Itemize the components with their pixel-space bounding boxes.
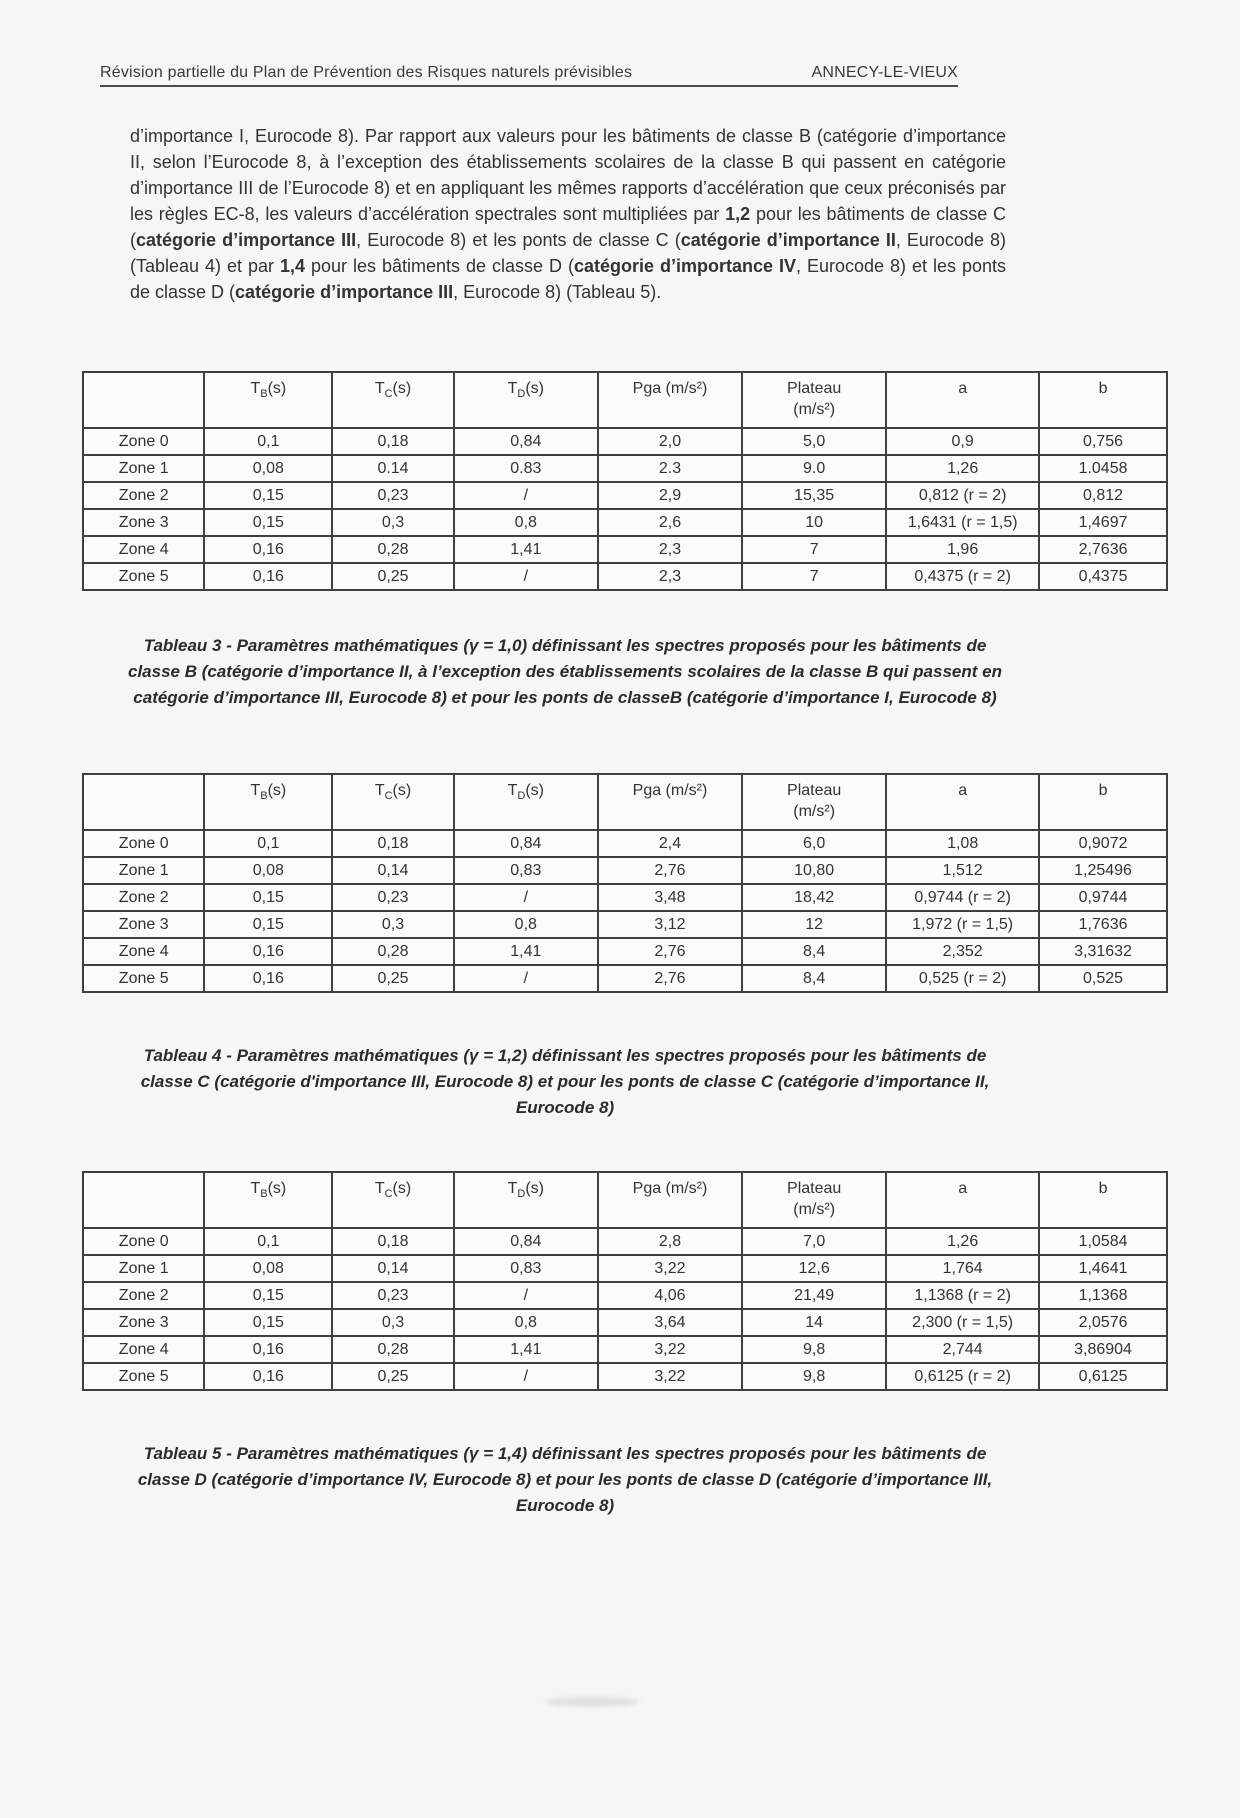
value-cell: / bbox=[454, 482, 598, 509]
zone-label: Zone 3 bbox=[83, 1309, 204, 1336]
value-cell: 12 bbox=[742, 911, 886, 938]
value-cell: 4,06 bbox=[598, 1282, 742, 1309]
value-cell: 0,08 bbox=[204, 1255, 332, 1282]
value-cell: 0,83 bbox=[454, 1255, 598, 1282]
table-row bbox=[83, 857, 1167, 884]
tableau-3-table bbox=[82, 371, 1168, 591]
value-cell: 3,12 bbox=[598, 911, 742, 938]
subscript: C bbox=[384, 790, 393, 803]
value-cell: 3,22 bbox=[598, 1336, 742, 1363]
subscript: D bbox=[517, 790, 526, 803]
text-run: pour les bâtiments de classe D ( bbox=[305, 256, 574, 276]
table-row bbox=[83, 482, 1167, 509]
value-cell: 0,16 bbox=[204, 1363, 332, 1390]
value-cell: 10,80 bbox=[742, 857, 886, 884]
tableau-5-caption: Tableau 5 - Paramètres mathématiques (γ = 1,4) définissant les spectres proposés pour les bâtiments de classe D (catégorie d’importance IV, Eurocode 8) et pour les ponts de classe D (catégorie d’importance III, Eurocode 8) bbox=[137, 1444, 993, 1515]
value-cell: 0,6125 bbox=[1039, 1363, 1167, 1390]
value-cell: 0,16 bbox=[204, 563, 332, 590]
value-cell: 0,25 bbox=[332, 563, 453, 590]
value-cell: 1,41 bbox=[454, 938, 598, 965]
value-cell: 1,4641 bbox=[1039, 1255, 1167, 1282]
zone-label: Zone 5 bbox=[83, 1363, 204, 1390]
zone-label: Zone 1 bbox=[83, 1255, 204, 1282]
value-cell: 1,1368 bbox=[1039, 1282, 1167, 1309]
value-cell: 0,9 bbox=[886, 428, 1039, 455]
value-cell: 0,84 bbox=[454, 428, 598, 455]
value-cell: 3,31632 bbox=[1039, 938, 1167, 965]
value-cell: 10 bbox=[742, 509, 886, 536]
value-cell: 7 bbox=[742, 563, 886, 590]
zone-label: Zone 4 bbox=[83, 536, 204, 563]
value-cell: 0,18 bbox=[332, 428, 453, 455]
column-header bbox=[83, 372, 204, 428]
table-row bbox=[83, 1255, 1167, 1282]
column-header: a bbox=[886, 774, 1039, 830]
value-cell: 0,25 bbox=[332, 1363, 453, 1390]
tableau-4-caption: Tableau 4 - Paramètres mathématiques (γ = 1,2) définissant les spectres proposés pour les bâtiments de classe C (catégorie d'importance III, Eurocode 8) et pour les ponts de classe C (catégorie d’importance II, Eurocode 8) bbox=[140, 1046, 990, 1117]
value-cell: 0.14 bbox=[332, 455, 453, 482]
value-cell: 3,22 bbox=[598, 1255, 742, 1282]
value-cell: 3,64 bbox=[598, 1309, 742, 1336]
value-cell: / bbox=[454, 1282, 598, 1309]
location-label: ANNECY-LE-VIEUX bbox=[811, 64, 958, 81]
table-row bbox=[83, 938, 1167, 965]
value-cell: 1,1368 (r = 2) bbox=[886, 1282, 1039, 1309]
value-cell: 1,96 bbox=[886, 536, 1039, 563]
value-cell: 2,4 bbox=[598, 830, 742, 857]
value-cell: 1,08 bbox=[886, 830, 1039, 857]
subscript: B bbox=[260, 790, 268, 803]
column-header: b bbox=[1039, 774, 1167, 830]
value-cell: 2,8 bbox=[598, 1228, 742, 1255]
value-cell: 0,15 bbox=[204, 509, 332, 536]
value-cell: 7,0 bbox=[742, 1228, 886, 1255]
zone-label: Zone 3 bbox=[83, 911, 204, 938]
value-cell: 2,3 bbox=[598, 536, 742, 563]
value-cell: 1,4697 bbox=[1039, 509, 1167, 536]
value-cell: / bbox=[454, 1363, 598, 1390]
value-cell: / bbox=[454, 563, 598, 590]
value-cell: 8,4 bbox=[742, 938, 886, 965]
value-cell: 8,4 bbox=[742, 965, 886, 992]
column-header: $T_B(s)$ bbox=[204, 774, 332, 830]
column-header: a bbox=[886, 1172, 1039, 1228]
subscript: C bbox=[384, 388, 393, 401]
column-header: b bbox=[1039, 1172, 1167, 1228]
document-title: Révision partielle du Plan de Prévention des Risques naturels prévisibles bbox=[100, 64, 633, 81]
value-cell: 0,756 bbox=[1039, 428, 1167, 455]
zone-label: Zone 1 bbox=[83, 857, 204, 884]
table-row bbox=[83, 1309, 1167, 1336]
column-header: Plateau (m/s²) bbox=[742, 774, 886, 830]
table-row bbox=[83, 1363, 1167, 1390]
value-cell: 1,41 bbox=[454, 536, 598, 563]
value-cell: 0,1 bbox=[204, 830, 332, 857]
value-cell: 2,0 bbox=[598, 428, 742, 455]
table-header-row bbox=[83, 372, 1167, 428]
value-cell: 0,8 bbox=[454, 509, 598, 536]
value-cell: 21,49 bbox=[742, 1282, 886, 1309]
column-header: $T_D(s)$ bbox=[454, 774, 598, 830]
value-cell: 1,0584 bbox=[1039, 1228, 1167, 1255]
value-cell: 0,15 bbox=[204, 911, 332, 938]
value-cell: 9,8 bbox=[742, 1336, 886, 1363]
value-cell: 0,23 bbox=[332, 1282, 453, 1309]
value-cell: 0,18 bbox=[332, 830, 453, 857]
value-cell: 3,48 bbox=[598, 884, 742, 911]
value-cell: 0,16 bbox=[204, 1336, 332, 1363]
subscript: D bbox=[517, 1188, 526, 1201]
value-cell: 2.3 bbox=[598, 455, 742, 482]
value-cell: 0,3 bbox=[332, 911, 453, 938]
column-header: $T_B(s)$ bbox=[204, 1172, 332, 1228]
zone-label: Zone 5 bbox=[83, 563, 204, 590]
subscript: C bbox=[384, 1188, 393, 1201]
value-cell: 6,0 bbox=[742, 830, 886, 857]
value-cell: 2,7636 bbox=[1039, 536, 1167, 563]
table-header-row bbox=[83, 1172, 1167, 1228]
value-cell: 0,25 bbox=[332, 965, 453, 992]
value-cell: 2,76 bbox=[598, 965, 742, 992]
value-cell: 0,9744 (r = 2) bbox=[886, 884, 1039, 911]
zone-label: Zone 4 bbox=[83, 1336, 204, 1363]
scan-smudge bbox=[545, 1697, 640, 1707]
column-header: Plateau (m/s²) bbox=[742, 1172, 886, 1228]
value-cell: 0,16 bbox=[204, 938, 332, 965]
column-header: $T_C(s)$ bbox=[332, 1172, 453, 1228]
zone-label: Zone 2 bbox=[83, 1282, 204, 1309]
value-cell: 0,8 bbox=[454, 1309, 598, 1336]
value-cell: 12,6 bbox=[742, 1255, 886, 1282]
value-cell: 0,8 bbox=[454, 911, 598, 938]
zone-label: Zone 5 bbox=[83, 965, 204, 992]
value-cell: 0,4375 (r = 2) bbox=[886, 563, 1039, 590]
value-cell: 1,25496 bbox=[1039, 857, 1167, 884]
value-cell: 2,0576 bbox=[1039, 1309, 1167, 1336]
value-cell: 0.83 bbox=[454, 455, 598, 482]
zone-label: Zone 3 bbox=[83, 509, 204, 536]
text-run: , Eurocode 8) et les ponts de classe D ( bbox=[130, 256, 1006, 302]
tableau-4-table bbox=[82, 773, 1168, 993]
zone-label: Zone 0 bbox=[83, 830, 204, 857]
table-row bbox=[83, 428, 1167, 455]
value-cell: 0,14 bbox=[332, 857, 453, 884]
table-row bbox=[83, 1282, 1167, 1309]
value-cell: 14 bbox=[742, 1309, 886, 1336]
value-cell: 0,18 bbox=[332, 1228, 453, 1255]
value-cell: 0,4375 bbox=[1039, 563, 1167, 590]
zone-label: Zone 0 bbox=[83, 1228, 204, 1255]
text-run: pour les bâtiments de classe C ( bbox=[130, 204, 1006, 250]
value-cell: 2,76 bbox=[598, 938, 742, 965]
value-cell: 1,26 bbox=[886, 455, 1039, 482]
value-cell: 0,14 bbox=[332, 1255, 453, 1282]
value-cell: 0,15 bbox=[204, 884, 332, 911]
value-cell: 0,3 bbox=[332, 509, 453, 536]
subscript: B bbox=[260, 388, 268, 401]
table-row bbox=[83, 509, 1167, 536]
table-row bbox=[83, 884, 1167, 911]
value-cell: 2,352 bbox=[886, 938, 1039, 965]
value-cell: 0,28 bbox=[332, 536, 453, 563]
table-row bbox=[83, 830, 1167, 857]
zone-label: Zone 0 bbox=[83, 428, 204, 455]
text-run: d’importance I, Eurocode 8). Par rapport aux valeurs pour les bâtiments de classe B (catégorie d’importance II, selon l’Eurocode 8, à l’exception des établissements scolaires de la classe B qui passent en catégorie d’importance III de l’Eurocode 8) et en appliquant les mêmes rapports d’accélération que ceux préconisés par les règles EC-8, les valeurs d’accélération spectrales sont multipliées par bbox=[130, 126, 1006, 224]
tableau-5-table bbox=[82, 1171, 1168, 1391]
value-cell: 9.0 bbox=[742, 455, 886, 482]
bold-text: catégorie d’importance II bbox=[680, 230, 896, 250]
column-header: Pga (m/s²) bbox=[598, 774, 742, 830]
zone-label: Zone 2 bbox=[83, 884, 204, 911]
value-cell: / bbox=[454, 884, 598, 911]
value-cell: 0,23 bbox=[332, 482, 453, 509]
value-cell: 2,9 bbox=[598, 482, 742, 509]
value-cell: 0,15 bbox=[204, 1282, 332, 1309]
table-row bbox=[83, 563, 1167, 590]
value-cell: 0,08 bbox=[204, 857, 332, 884]
column-header: $T_D(s)$ bbox=[454, 372, 598, 428]
value-cell: 0,28 bbox=[332, 938, 453, 965]
value-cell: 0,812 (r = 2) bbox=[886, 482, 1039, 509]
bold-text: 1,2 bbox=[725, 204, 751, 224]
bold-text: catégorie d’importance III bbox=[136, 230, 357, 250]
table-row bbox=[83, 911, 1167, 938]
value-cell: 3,22 bbox=[598, 1363, 742, 1390]
table-row bbox=[83, 1336, 1167, 1363]
value-cell: 1,6431 (r = 1,5) bbox=[886, 509, 1039, 536]
value-cell: 15,35 bbox=[742, 482, 886, 509]
value-cell: 0,84 bbox=[454, 1228, 598, 1255]
subscript: B bbox=[260, 1188, 268, 1201]
value-cell: 0,525 bbox=[1039, 965, 1167, 992]
value-cell: / bbox=[454, 965, 598, 992]
value-cell: 0,28 bbox=[332, 1336, 453, 1363]
column-header: b bbox=[1039, 372, 1167, 428]
value-cell: 2,6 bbox=[598, 509, 742, 536]
value-cell: 2,3 bbox=[598, 563, 742, 590]
value-cell: 1,41 bbox=[454, 1336, 598, 1363]
value-cell: 0,1 bbox=[204, 1228, 332, 1255]
value-cell: 2,300 (r = 1,5) bbox=[886, 1309, 1039, 1336]
value-cell: 0,812 bbox=[1039, 482, 1167, 509]
table-row bbox=[83, 965, 1167, 992]
body-paragraph bbox=[130, 123, 1006, 305]
value-cell: 0,83 bbox=[454, 857, 598, 884]
value-cell: 7 bbox=[742, 536, 886, 563]
value-cell: 0,15 bbox=[204, 482, 332, 509]
column-header: $T_D(s)$ bbox=[454, 1172, 598, 1228]
value-cell: 9,8 bbox=[742, 1363, 886, 1390]
column-header bbox=[83, 774, 204, 830]
value-cell: 0,84 bbox=[454, 830, 598, 857]
value-cell: 1,512 bbox=[886, 857, 1039, 884]
table-header-row bbox=[83, 774, 1167, 830]
value-cell: 1,972 (r = 1,5) bbox=[886, 911, 1039, 938]
value-cell: 0,9072 bbox=[1039, 830, 1167, 857]
tableau-3-caption: Tableau 3 - Paramètres mathématiques (γ = 1,0) définissant les spectres proposés pour les bâtiments de classe B (catégorie d’importance II, à l’exception des établissements scolaires de la classe B qui passent en catégorie d’importance III, Eurocode 8) et pour les ponts de classeB (catégorie d’importance I, Eurocode 8) bbox=[128, 636, 1002, 707]
table-row bbox=[83, 455, 1167, 482]
bold-text: catégorie d’importance III bbox=[235, 282, 454, 302]
zone-label: Zone 2 bbox=[83, 482, 204, 509]
value-cell: 0,9744 bbox=[1039, 884, 1167, 911]
value-cell: 0,1 bbox=[204, 428, 332, 455]
column-header bbox=[83, 1172, 204, 1228]
column-header: a bbox=[886, 372, 1039, 428]
bold-text: 1,4 bbox=[280, 256, 306, 276]
column-header: $T_C(s)$ bbox=[332, 372, 453, 428]
column-header: Plateau (m/s²) bbox=[742, 372, 886, 428]
subscript: D bbox=[517, 388, 526, 401]
zone-label: Zone 1 bbox=[83, 455, 204, 482]
value-cell: 0,525 (r = 2) bbox=[886, 965, 1039, 992]
column-header: Pga (m/s²) bbox=[598, 1172, 742, 1228]
column-header: $T_C(s)$ bbox=[332, 774, 453, 830]
page-header bbox=[100, 64, 958, 87]
column-header: $T_B(s)$ bbox=[204, 372, 332, 428]
value-cell: 0,15 bbox=[204, 1309, 332, 1336]
table-row bbox=[83, 1228, 1167, 1255]
value-cell: 0,3 bbox=[332, 1309, 453, 1336]
value-cell: 0,16 bbox=[204, 965, 332, 992]
column-header: Pga (m/s²) bbox=[598, 372, 742, 428]
value-cell: 1,764 bbox=[886, 1255, 1039, 1282]
zone-label: Zone 4 bbox=[83, 938, 204, 965]
value-cell: 2,76 bbox=[598, 857, 742, 884]
value-cell: 0,23 bbox=[332, 884, 453, 911]
value-cell: 0,6125 (r = 2) bbox=[886, 1363, 1039, 1390]
value-cell: 0,16 bbox=[204, 536, 332, 563]
text-run: , Eurocode 8) (Tableau 5). bbox=[453, 282, 662, 302]
value-cell: 3,86904 bbox=[1039, 1336, 1167, 1363]
text-run: , Eurocode 8) (Tableau 4) et par bbox=[130, 230, 1007, 276]
text-run: , Eurocode 8) et les ponts de classe C ( bbox=[356, 230, 681, 250]
value-cell: 1.0458 bbox=[1039, 455, 1167, 482]
table-row bbox=[83, 536, 1167, 563]
value-cell: 5,0 bbox=[742, 428, 886, 455]
value-cell: 18,42 bbox=[742, 884, 886, 911]
value-cell: 0,08 bbox=[204, 455, 332, 482]
value-cell: 1,7636 bbox=[1039, 911, 1167, 938]
value-cell: 2,744 bbox=[886, 1336, 1039, 1363]
value-cell: 1,26 bbox=[886, 1228, 1039, 1255]
bold-text: catégorie d’importance IV bbox=[573, 256, 796, 276]
